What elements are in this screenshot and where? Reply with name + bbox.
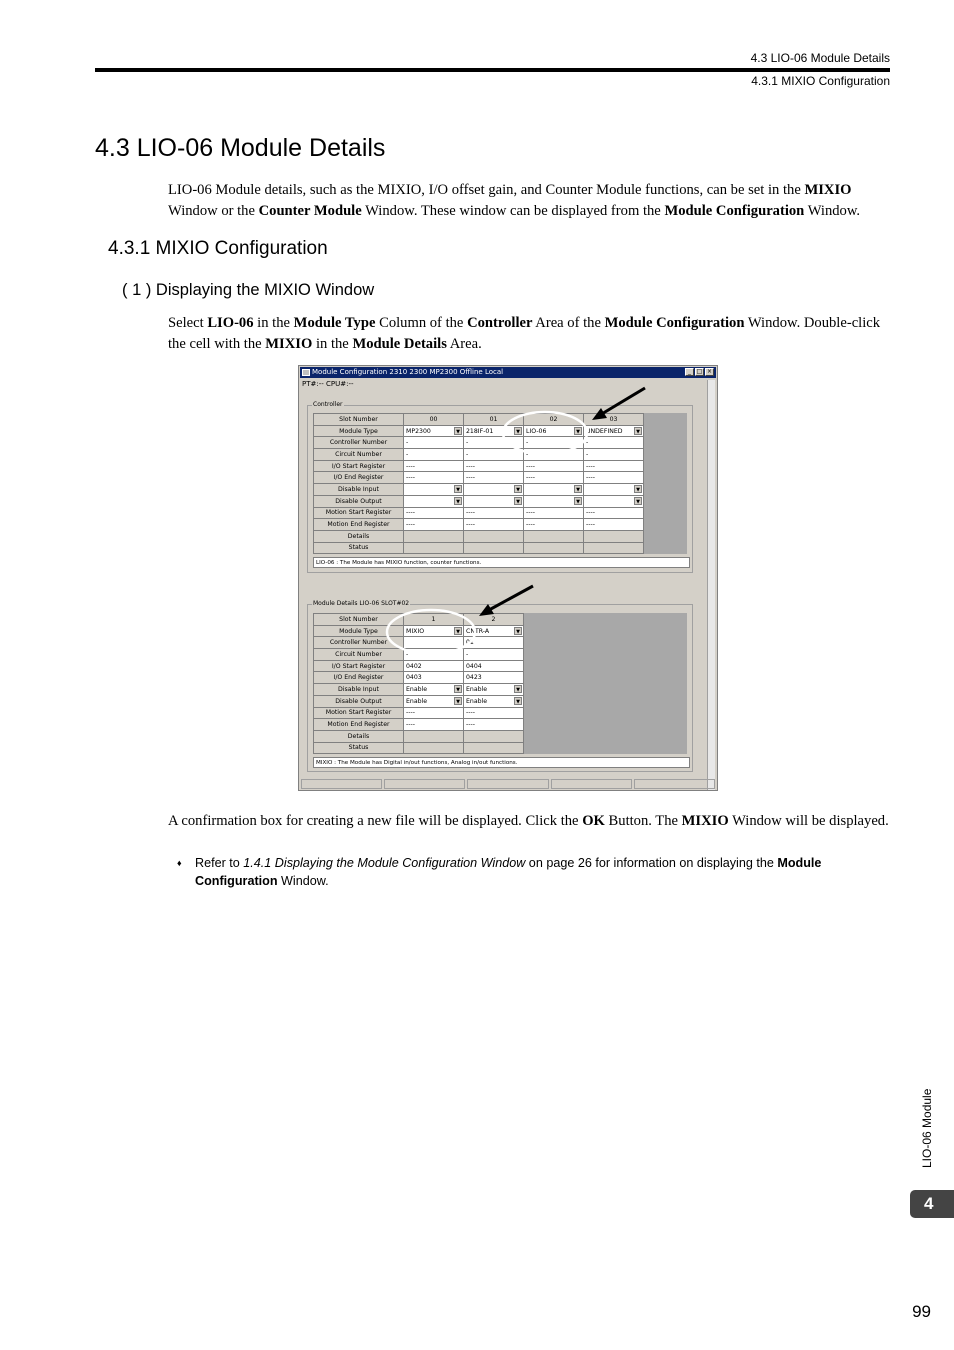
grid-cell-value: - — [406, 439, 409, 447]
grid-cell-value: 0423 — [466, 674, 482, 682]
grid-cell-value: ---- — [586, 462, 595, 470]
grid-cell-value: ---- — [406, 462, 415, 470]
grid-cell-value: ---- — [466, 509, 475, 517]
slot-number-header: 01 — [464, 414, 524, 426]
module-details-group-label: Module Details LIO-06 SLOT#02 — [313, 600, 410, 607]
pt-cpu-line: PT#:-- CPU#:-- — [302, 380, 354, 388]
grid-cell-value: 218IF-01 — [466, 427, 494, 435]
dropdown-arrow-icon[interactable]: ▼ — [514, 627, 522, 635]
details-message: MIXIO : The Module has Digital in/out functions, Analog in/out functions. — [313, 757, 690, 768]
step-title: ( 1 ) Displaying the MIXIO Window — [122, 281, 375, 299]
dropdown-arrow-icon[interactable]: ▼ — [634, 497, 642, 505]
arrow-line-controller — [600, 388, 645, 415]
row-header: I/O End Register — [314, 472, 404, 484]
grid-cell-value: ---- — [466, 709, 475, 717]
grid-cell-value: ---- — [586, 474, 595, 482]
step-paragraph: Select LIO-06 in the Module Type Column of the Controller Area of the Module Configuration Window. Double-click the cell with the MIXIO in the Module Details Area. — [168, 315, 881, 352]
page-number: 99 — [912, 1302, 931, 1321]
slot-number-header: 03 — [584, 414, 644, 426]
grid-cell-value: LIO-06 — [526, 427, 547, 435]
grid-cell-value: Enable — [406, 697, 428, 705]
cross-reference-link[interactable]: 1.4.1 Displaying the Module Configuration Window — [243, 856, 526, 870]
window-title: Module Configuration 2310 2300 MP2300 Offline Local — [312, 368, 504, 376]
dropdown-arrow-icon[interactable]: ▼ — [454, 627, 462, 635]
row-header: Circuit Number — [314, 649, 404, 661]
grid-cell-value: ---- — [406, 521, 415, 529]
grid-cell-value: - — [466, 439, 469, 447]
row-header: Module Type — [314, 625, 404, 637]
row-header: Disable Output — [314, 695, 404, 707]
slot-number-header: 02 — [524, 414, 584, 426]
minimize-button[interactable]: _ — [685, 368, 694, 376]
running-header-subsection: 4.3.1 MIXIO Configuration — [751, 74, 890, 88]
row-header: Motion End Register — [314, 519, 404, 531]
chapter-tab[interactable]: 4 — [910, 1190, 954, 1218]
highlight-ellipse-module-type — [503, 412, 587, 454]
dropdown-arrow-icon[interactable]: ▼ — [574, 497, 582, 505]
row-header: Controller Number — [314, 637, 404, 649]
grid-cell-value: 0403 — [406, 674, 422, 682]
row-header: Status — [314, 542, 404, 554]
grid-cell-value: ---- — [466, 474, 475, 482]
grid-cell-value: ---- — [466, 462, 475, 470]
grid-cell-value: ---- — [586, 521, 595, 529]
row-header: I/O Start Register — [314, 660, 404, 672]
grid-cell-value: Enable — [466, 685, 488, 693]
grid-cell-value: - — [406, 450, 409, 458]
grid-cell-value: 0402 — [406, 662, 422, 670]
annotation-overlay — [299, 366, 719, 792]
grid-cell-value: ---- — [526, 521, 535, 529]
highlight-ellipse-mixio — [387, 610, 475, 654]
subsection-title: 4.3.1 MIXIO Configuration — [108, 238, 328, 259]
row-header: Disable Input — [314, 484, 404, 496]
section-title: 4.3 LIO-06 Module Details — [95, 134, 386, 162]
grid-cell-value: 0404 — [466, 662, 482, 670]
dropdown-arrow-icon[interactable]: ▼ — [574, 427, 582, 435]
row-header-slot-number: Slot Number — [314, 414, 404, 426]
row-header: Details — [314, 730, 404, 742]
grid-cell-value: CNTR-A — [466, 627, 490, 635]
bullet-mark: ♦ — [177, 858, 182, 868]
grid-cell-value: - — [586, 450, 589, 458]
grid-cell-value: - — [526, 439, 529, 447]
dropdown-arrow-icon[interactable]: ▼ — [514, 485, 522, 493]
grid-cell-value: ---- — [406, 509, 415, 517]
row-header: Motion Start Register — [314, 707, 404, 719]
grid-cell-value: ---- — [526, 474, 535, 482]
row-header: I/O Start Register — [314, 460, 404, 472]
grid-cell-value: ---- — [526, 462, 535, 470]
grid-cell-value: ---- — [406, 721, 415, 729]
dropdown-arrow-icon[interactable]: ▼ — [634, 485, 642, 493]
grid-cell-value: ---- — [406, 474, 415, 482]
slot-number-header: 2 — [464, 614, 524, 626]
arrow-line-details — [489, 586, 533, 610]
grid-cell-value: - — [466, 650, 469, 658]
dropdown-arrow-icon[interactable]: ▼ — [454, 697, 462, 705]
confirm-paragraph: A confirmation box for creating a new file will be displayed. Click the OK Button. The MIXIO Window will be displayed. — [168, 813, 889, 829]
running-header-section: 4.3 LIO-06 Module Details — [750, 51, 890, 65]
chapter-side-label: LIO-06 Module — [920, 1088, 934, 1168]
grid-cell-value: - — [526, 450, 529, 458]
grid-cell-value: Enable — [406, 685, 428, 693]
dropdown-arrow-icon[interactable]: ▼ — [454, 685, 462, 693]
arrow-head-controller — [592, 408, 607, 420]
grid-cell-value: - — [586, 439, 589, 447]
intro-paragraph: LIO-06 Module details, such as the MIXIO, I/O offset gain, and Counter Module functions, can be set in the MIXIO Window or the Counter Module Window. These window can be displayed from the Module Configuration Window. — [168, 182, 861, 219]
grid-cell-value: ---- — [526, 509, 535, 517]
grid-cell-value: ---- — [466, 721, 475, 729]
row-header: Disable Output — [314, 495, 404, 507]
dropdown-arrow-icon[interactable]: ▼ — [634, 427, 642, 435]
controller-group-label: Controller — [313, 401, 343, 408]
grid-cell-value: UNDEFINED — [586, 427, 623, 435]
row-header: Status — [314, 742, 404, 754]
maximize-button[interactable]: □ — [696, 368, 703, 375]
dropdown-arrow-icon[interactable]: ▼ — [454, 427, 462, 435]
close-button[interactable]: × — [706, 368, 713, 375]
row-header-slot-number: Slot Number — [314, 614, 404, 626]
grid-cell-value: Enable — [466, 697, 488, 705]
row-header: Disable Input — [314, 684, 404, 696]
row-header: Details — [314, 530, 404, 542]
grid-cell-value: ---- — [466, 521, 475, 529]
slot-number-header: 1 — [404, 614, 464, 626]
row-header: Motion End Register — [314, 719, 404, 731]
controller-message: LIO-06 : The Module has MIXIO function, counter functions. — [313, 557, 690, 568]
dropdown-arrow-icon[interactable]: ▼ — [514, 497, 522, 505]
dropdown-arrow-icon[interactable]: ▼ — [514, 685, 522, 693]
slot-number-header: 00 — [404, 414, 464, 426]
dropdown-arrow-icon[interactable]: ▼ — [454, 497, 462, 505]
dropdown-arrow-icon[interactable]: ▼ — [514, 697, 522, 705]
row-header: Controller Number — [314, 437, 404, 449]
row-header: Module Type — [314, 425, 404, 437]
dropdown-arrow-icon[interactable]: ▼ — [574, 485, 582, 493]
row-header: Circuit Number — [314, 449, 404, 461]
header-rule — [95, 68, 890, 72]
grid-cell-value: ---- — [406, 709, 415, 717]
grid-cell-value: ---- — [586, 509, 595, 517]
grid-cell-value: MIXIO — [406, 627, 425, 635]
module-configuration-window[interactable] — [298, 365, 718, 791]
dropdown-arrow-icon[interactable]: ▼ — [514, 427, 522, 435]
row-header: Motion Start Register — [314, 507, 404, 519]
grid-cell-value: 01 — [466, 639, 474, 647]
grid-cell-value: - — [466, 450, 469, 458]
reference-bullet: ♦ Refer to 1.4.1 Displaying the Module Configuration Window on page 26 for information on displaying the Module Configuration Window. — [177, 856, 822, 888]
row-header: I/O End Register — [314, 672, 404, 684]
grid-cell-value: MP2300 — [406, 427, 431, 435]
grid-cell-value: - — [406, 650, 409, 658]
dropdown-arrow-icon[interactable]: ▼ — [454, 485, 462, 493]
